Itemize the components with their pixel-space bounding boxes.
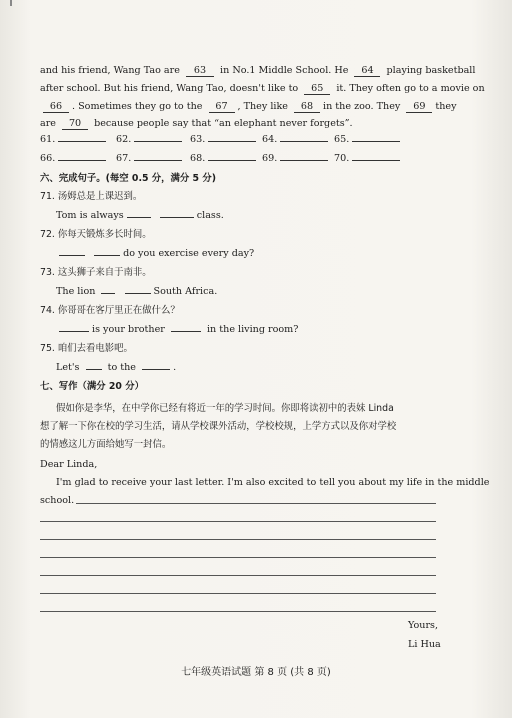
section-7-title: 七、写作（满分 20 分） <box>40 381 144 392</box>
answer-slot[interactable]: 67. <box>116 153 182 164</box>
passage-text: playing basketball <box>386 65 476 76</box>
q73-english: The lion South Africa. <box>56 286 218 297</box>
scan-mark <box>10 0 12 6</box>
answer-blank[interactable] <box>160 217 194 218</box>
passage-text: after school. But his friend, Wang Tao, doesn't like to <box>40 83 299 94</box>
blank-63: 63 <box>186 65 214 77</box>
q71-english: Tom is always class. <box>56 210 224 221</box>
passage-text: , They like <box>237 101 288 112</box>
q73-chinese: 73. 这头狮子来自于南非。 <box>40 267 152 278</box>
q75-chinese: 75. 咱们去看电影吧。 <box>40 343 133 354</box>
answer-blank[interactable] <box>86 369 102 370</box>
blank-67: 67 <box>209 101 235 113</box>
q72-chinese: 72. 你每天锻炼多长时间。 <box>40 229 152 240</box>
answer-slot[interactable]: 68. <box>190 153 256 164</box>
answer-blank[interactable] <box>127 217 151 218</box>
answer-slot[interactable]: 64. <box>262 134 328 145</box>
blank-69: 69 <box>406 101 432 113</box>
passage-line-2 <box>40 82 485 95</box>
passage-line-4 <box>40 117 353 130</box>
letter-greeting: Dear Linda, <box>40 459 98 470</box>
q74-english: is your brother in the living room? <box>56 323 298 336</box>
answer-slot[interactable]: 62. <box>116 134 182 145</box>
letter-signature: Li Hua <box>408 639 441 650</box>
writing-line[interactable] <box>40 611 436 612</box>
letter-body-line-2: school. <box>40 495 75 506</box>
q71-chinese: 71. 汤姆总是上课迟到。 <box>40 191 143 202</box>
answer-slot[interactable]: 69. <box>262 153 328 164</box>
answer-slot[interactable]: 63. <box>190 134 256 145</box>
letter-closing: Yours, <box>408 620 439 631</box>
passage-text: in No.1 Middle School. He <box>220 65 349 76</box>
writing-prompt-line-1: 假如你是李华，在中学你已经有将近一年的学习时间。你即将读初中的表妹 Linda <box>56 403 394 414</box>
blank-66: 66 <box>43 101 69 113</box>
answer-blank[interactable] <box>125 293 151 294</box>
blank-64: 64 <box>354 65 380 77</box>
writing-line[interactable] <box>40 539 436 540</box>
answer-blank[interactable] <box>59 331 89 332</box>
blank-70: 70 <box>62 118 88 130</box>
answer-slot[interactable]: 61. <box>40 134 106 145</box>
q72-english: do you exercise every day? <box>56 247 254 260</box>
writing-line[interactable] <box>76 503 436 504</box>
writing-line[interactable] <box>40 575 436 576</box>
blank-68: 68 <box>294 101 320 113</box>
section-6-title: 六、完成句子。(每空 0.5 分，满分 5 分) <box>40 173 217 184</box>
answer-blank[interactable] <box>101 293 115 294</box>
letter-body-line-1: I'm glad to receive your last letter. I'm also excited to tell you about my life in the middle <box>56 477 490 488</box>
passage-text: are <box>40 118 56 129</box>
passage-line-3 <box>40 100 457 113</box>
answer-blank[interactable] <box>171 331 201 332</box>
passage-text: . Sometimes they go to the <box>72 101 203 112</box>
writing-prompt-line-3: 的情感这儿方面给她写一封信。 <box>40 439 172 450</box>
blank-65: 65 <box>304 83 330 95</box>
passage-text: they <box>435 101 457 112</box>
passage-line-1 <box>40 64 475 77</box>
answer-slot[interactable]: 70. <box>334 153 400 164</box>
passage-text: it. They often go to a movie on <box>336 83 485 94</box>
q74-chinese: 74. 你哥哥在客厅里正在做什么？ <box>40 305 180 316</box>
passage-text: and his friend, Wang Tao are <box>40 65 180 76</box>
writing-line[interactable] <box>40 521 436 522</box>
answer-blank[interactable] <box>94 255 120 256</box>
writing-prompt-line-2: 想了解一下你在校的学习生活，请从学校课外活动，学校校规，上学方式以及你对学校 <box>40 421 397 432</box>
answer-slot[interactable]: 66. <box>40 153 106 164</box>
passage-text: because people say that “an elephant never forgets”. <box>94 118 353 129</box>
answer-blank[interactable] <box>142 369 170 370</box>
passage-text: in the zoo. They <box>323 101 401 112</box>
q75-english: Let's to the . <box>56 362 177 373</box>
writing-line[interactable] <box>40 557 436 558</box>
page-footer: 七年级英语试题 第 8 页 (共 8 页) <box>181 667 331 678</box>
answer-slot[interactable]: 65. <box>334 134 400 145</box>
writing-line[interactable] <box>40 593 436 594</box>
answer-blank[interactable] <box>59 255 85 256</box>
